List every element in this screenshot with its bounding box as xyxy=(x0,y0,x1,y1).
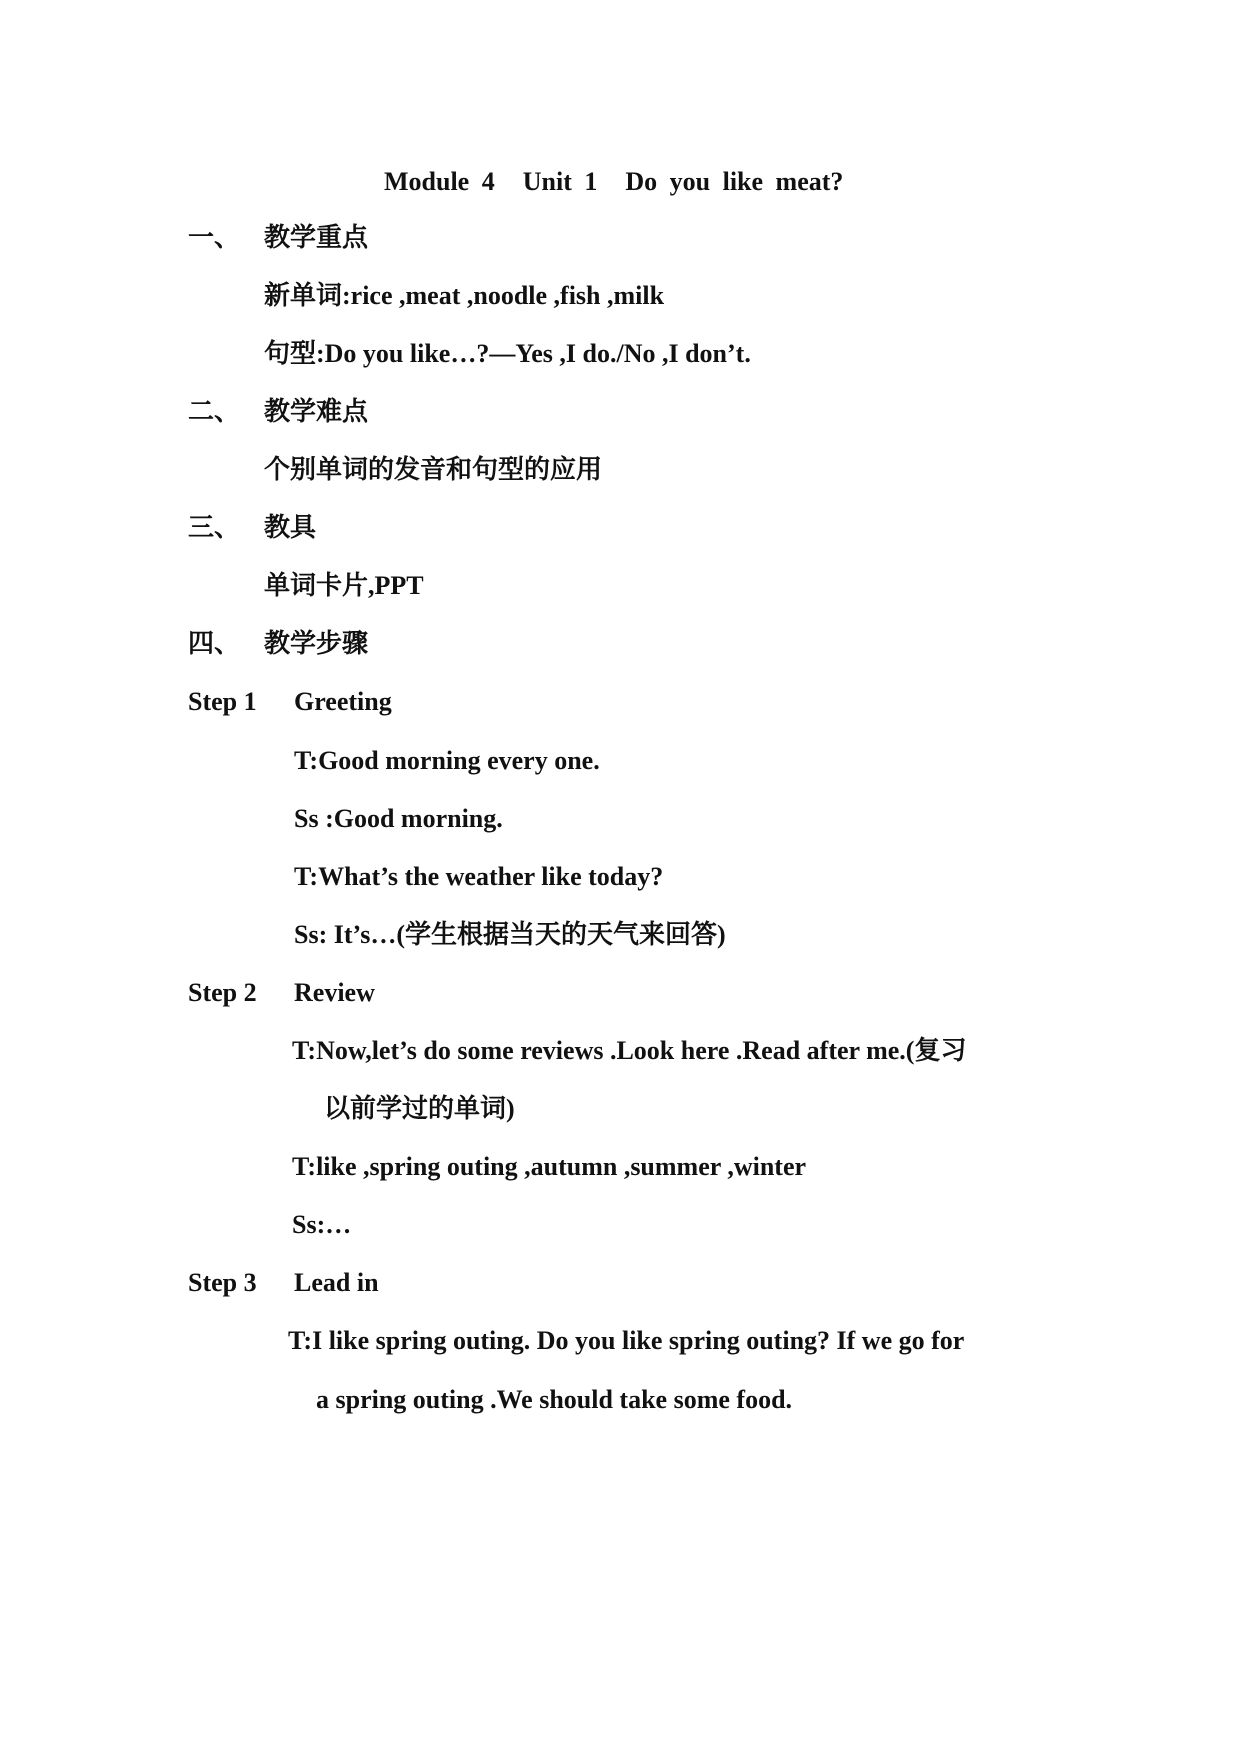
section-1-heading: 教学重点 xyxy=(264,223,369,252)
step-1-name: Greeting xyxy=(294,687,392,716)
step-1-line-4: Ss: It’s…(学生根据当天的天气来回答) xyxy=(294,920,726,949)
step-3-line-1: T:I like spring outing. Do you like spring outing? If we go for xyxy=(288,1326,965,1355)
title-topic: Do you like meat? xyxy=(625,167,844,196)
step-3-heading xyxy=(188,1267,379,1299)
teaching-aids: 单词卡片,PPT xyxy=(264,571,424,600)
key-words: 新单词:rice ,meat ,noodle ,fish ,milk xyxy=(264,281,665,310)
step-2-line-4: Ss:… xyxy=(292,1210,352,1239)
difficulty-text: 个别单词的发音和句型的应用 xyxy=(264,455,603,484)
section-2-heading: 教学难点 xyxy=(264,397,369,426)
step-3-line-2: a spring outing .We should take some food. xyxy=(316,1385,793,1414)
title-module: Module 4 xyxy=(384,167,495,196)
step-1-line-3: T:What’s the weather like today? xyxy=(294,862,664,891)
page-title xyxy=(384,166,871,198)
step-2-line-3: T:like ,spring outing ,autumn ,summer ,winter xyxy=(292,1152,807,1181)
key-pattern: 句型:Do you like…?—Yes ,I do./No ,I don’t. xyxy=(264,339,751,368)
step-2-line-2: 以前学过的单词) xyxy=(324,1094,515,1123)
section-4-number: 四、 xyxy=(188,629,241,658)
step-3-name: Lead in xyxy=(294,1268,379,1297)
step-2-label: Step 2 xyxy=(188,978,257,1007)
step-1-line-1: T:Good morning every one. xyxy=(294,746,600,775)
title-unit: Unit 1 xyxy=(522,167,598,196)
section-4-heading: 教学步骤 xyxy=(264,629,369,658)
step-3-label: Step 3 xyxy=(188,1268,257,1297)
step-1-heading xyxy=(188,686,392,718)
step-2-heading xyxy=(188,977,375,1009)
step-1-label: Step 1 xyxy=(188,687,257,716)
step-2-line-1: T:Now,let’s do some reviews .Look here .Read after me.(复习 xyxy=(292,1036,967,1065)
section-3-heading: 教具 xyxy=(264,513,317,542)
step-1-line-2: Ss :Good morning. xyxy=(294,804,503,833)
section-3-number: 三、 xyxy=(188,513,241,542)
step-2-name: Review xyxy=(294,978,375,1007)
section-2-number: 二、 xyxy=(188,397,241,426)
section-1-number: 一、 xyxy=(188,223,241,252)
